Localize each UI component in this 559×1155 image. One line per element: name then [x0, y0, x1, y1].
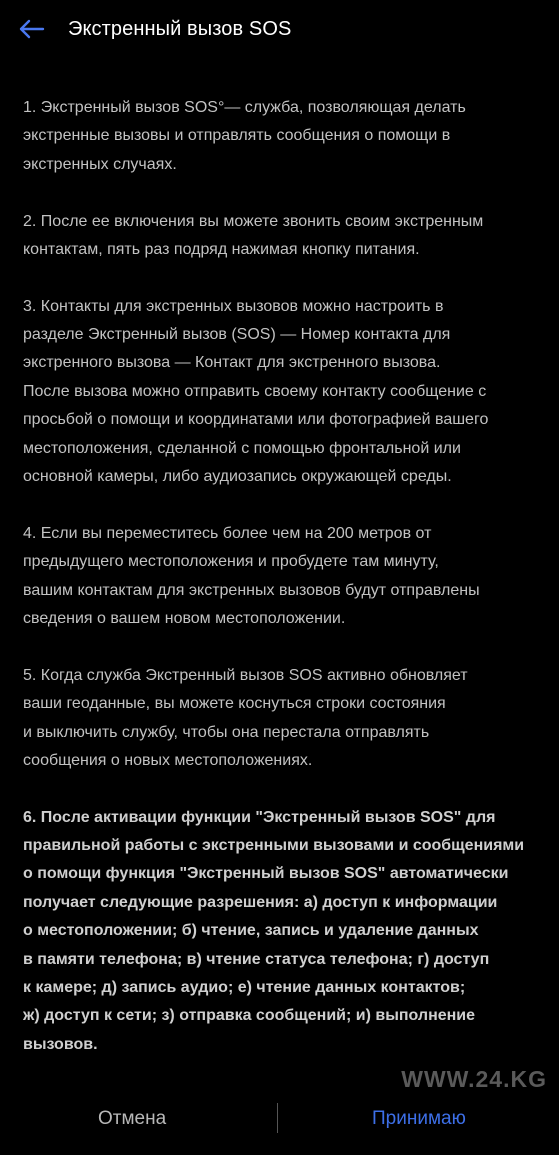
paragraph-1: 1. Экстренный вызов SOS°— служба, позволяющая делать экстренные вызовы и отправлять сообщения о помощи в экстренных случаях.	[23, 99, 466, 173]
paragraph-3: 3. Контакты для экстренных вызовов можно настроить в разделе Экстренный вызов (SOS) — Номер контакта для экстренного вызова — Контакт для экстренного вызова. После вызова можно отправить своему контакту сообщение с просьбой о помощи и координатами или фотографией вашего местоположения, сделанной с помощью фронтальной или основной камеры, либо аудиозапись окружающей среды.	[23, 297, 489, 486]
arrow-left-icon	[14, 14, 48, 44]
accept-button[interactable]: Принимаю	[372, 1106, 466, 1132]
terms-content	[23, 94, 543, 1059]
back-button[interactable]	[14, 14, 48, 44]
paragraph-2: 2. После ее включения вы можете звонить своим экстренным контактам, пять раз подряд нажимая кнопку питания.	[23, 212, 484, 258]
paragraph-5: 5. Когда служба Экстренный вызов SOS активно обновляет ваши геоданные, вы можете коснуться строки состояния и выключить службу, чтобы она перестала отправлять сообщения о новых местоположениях.	[23, 666, 468, 769]
watermark: WWW.24.KG	[401, 1066, 547, 1092]
app-header	[0, 0, 559, 58]
paragraph-6-permissions: 6. После активации функции "Экстренный вызов SOS" для правильной работы с экстренными вызовами и сообщениями о помощи функция "Экстренный вызов SOS" автоматически получает следующие разрешения: а) доступ к информации о местоположении; б) чтение, запись и удаление данных в памяти телефона; в) чтение статуса телефона; г) доступ к камере; д) запись аудио; е) чтение данных контактов; ж) доступ к сети; з) отправка сообщений; и) выполнение вызовов.	[23, 808, 525, 1053]
button-divider	[277, 1103, 278, 1133]
paragraph-4: 4. Если вы переместитесь более чем на 200 метров от предыдущего местоположения и пробудете там минуту, вашим контактам для экстренных вызовов будут отправлены сведения о вашем новом местоположении.	[23, 524, 480, 627]
action-bar	[0, 1096, 559, 1142]
page-title: Экстренный вызов SOS	[68, 18, 292, 40]
cancel-button[interactable]: Отмена	[98, 1106, 166, 1132]
